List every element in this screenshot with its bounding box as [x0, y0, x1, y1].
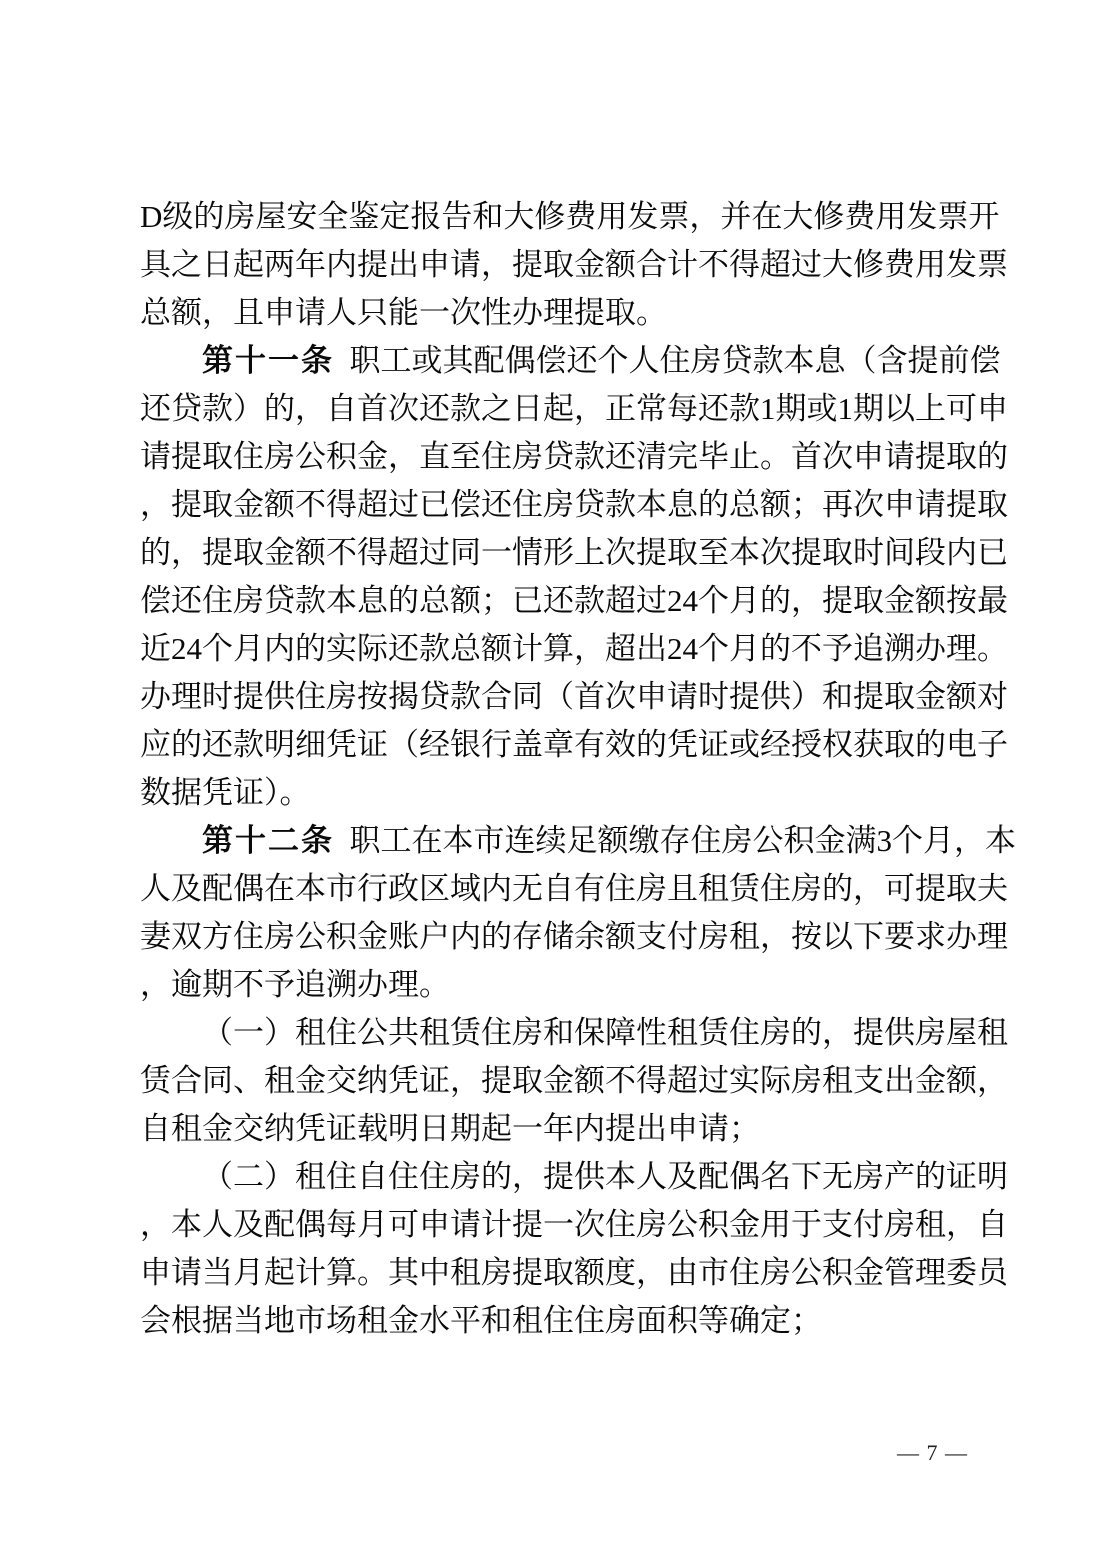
text-line: 总额，且申请人只能一次性办理提取。 — [140, 295, 667, 330]
text-line: 具之日起两年内提出申请，提取金额合计不得超过大修费用发票 — [140, 247, 1008, 282]
text-line: ，提取金额不得超过已偿还住房贷款本息的总额；再次申请提取 — [140, 487, 1008, 522]
text-line: 近24个月内的实际还款总额计算，超出24个月的不予追溯办理。 — [140, 631, 1008, 666]
text-line: 请提取住房公积金，直至住房贷款还清完毕止。首次申请提取的 — [140, 439, 1008, 474]
article-number: 第十一条 — [202, 343, 334, 378]
text-line: 自租金交纳凭证载明日期起一年内提出申请； — [140, 1111, 760, 1146]
text-line: ，逾期不予追溯办理。 — [140, 967, 450, 1002]
para-item-1 — [140, 1009, 1008, 1153]
text-line: ，本人及配偶每月可申请计提一次住房公积金用于支付房租，自 — [140, 1207, 1008, 1242]
document-body — [140, 193, 1016, 1345]
text-line: 的，提取金额不得超过同一情形上次提取至本次提取时间段内已 — [140, 535, 1008, 570]
page-number: — 7 — — [897, 1440, 968, 1465]
text-line: 偿还住房贷款本息的总额；已还款超过24个月的，提取金额按最 — [140, 583, 1008, 618]
text-line — [140, 337, 1001, 385]
text-line: 办理时提供住房按揭贷款合同（首次申请时提供）和提取金额对 — [140, 679, 1008, 714]
para-item-2 — [140, 1153, 1008, 1345]
text-line: （二）租住自住住房的，提供本人及配偶名下无房产的证明 — [202, 1159, 1008, 1194]
text-line: 赁合同、租金交纳凭证，提取金额不得超过实际房租支出金额， — [140, 1063, 1008, 1098]
text-line: 还贷款）的，自首次还款之日起，正常每还款1期或1期以上可申 — [140, 391, 1008, 426]
text-line: 人及配偶在本市行政区域内无自有住房且租赁住房的，可提取夫 — [140, 871, 1008, 906]
text-line: 会根据当地市场租金水平和租住住房面积等确定； — [140, 1303, 822, 1338]
text-line: 数据凭证）。 — [140, 775, 311, 810]
text-line: 妻双方住房公积金账户内的存储余额支付房租，按以下要求办理 — [140, 919, 1008, 954]
text-line-content: 职工在本市连续足额缴存住房公积金满3个月，本 — [349, 823, 1016, 858]
article-number: 第十二条 — [202, 823, 334, 858]
para-article-11 — [140, 337, 1008, 817]
para-article-12 — [140, 817, 1016, 1009]
text-line-content: 职工或其配偶偿还个人住房贷款本息（含提前偿 — [349, 343, 1001, 378]
text-line: D级的房屋安全鉴定报告和大修费用发票，并在大修费用发票开 — [140, 199, 1000, 234]
text-line — [140, 817, 1016, 865]
text-line: （一）租住公共租赁住房和保障性租赁住房的，提供房屋租 — [202, 1015, 1008, 1050]
text-line: 申请当月起计算。其中租房提取额度，由市住房公积金管理委员 — [140, 1255, 1008, 1290]
text-line: 应的还款明细凭证（经银行盖章有效的凭证或经授权获取的电子 — [140, 727, 1008, 762]
para-major-repair-continuation — [140, 193, 1008, 337]
